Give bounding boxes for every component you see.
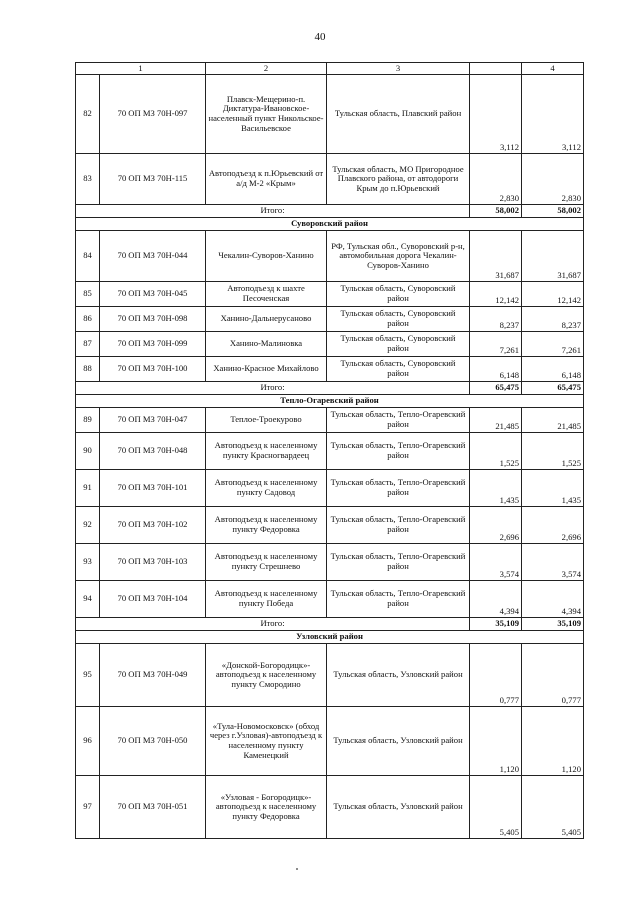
road-location: Тульская область, Тепло-Огаревский район: [327, 581, 470, 618]
road-name: Ханино-Красное Михайлово: [206, 357, 327, 382]
road-id: 70 ОП МЗ 70Н-101: [100, 470, 206, 507]
road-length-local: 21,485: [522, 408, 584, 433]
road-length-total: 2,696: [470, 507, 522, 544]
table-row: [76, 307, 584, 332]
table-row: [76, 707, 584, 776]
road-location: Тульская область, Тепло-Огаревский район: [327, 408, 470, 433]
road-length-total: 12,142: [470, 282, 522, 307]
road-length-local: 8,237: [522, 307, 584, 332]
road-length-total: 7,261: [470, 332, 522, 357]
district-title: Суворовский район: [76, 218, 584, 231]
road-name: Автоподъезд к населенному пункту Стрешнево: [206, 544, 327, 581]
road-length-total: 1,525: [470, 433, 522, 470]
table-row: [76, 282, 584, 307]
road-length-total: 8,237: [470, 307, 522, 332]
road-name: Ханино-Малиновка: [206, 332, 327, 357]
road-name: Ханино-Дальнерусаново: [206, 307, 327, 332]
road-length-total: 31,687: [470, 231, 522, 282]
road-length-total: 3,112: [470, 75, 522, 154]
road-length-local: 3,574: [522, 544, 584, 581]
road-name: Автоподъезд к населенному пункту Федоровка: [206, 507, 327, 544]
road-length-local: 1,120: [522, 707, 584, 776]
road-length-total: 5,405: [470, 776, 522, 839]
table-row: [76, 154, 584, 205]
road-length-local: 7,261: [522, 332, 584, 357]
row-number: 96: [76, 707, 100, 776]
row-number: 91: [76, 470, 100, 507]
road-length-total: 21,485: [470, 408, 522, 433]
page-number: 40: [314, 31, 326, 43]
district-header-row: [76, 218, 584, 231]
total-length: 65,475: [470, 382, 522, 395]
row-number: 85: [76, 282, 100, 307]
road-name: Плавск-Мещерино-п. Диктатура-Ивановское-населенный пункт Никольское-Васильевское: [206, 75, 327, 154]
column-header-4: 4: [522, 63, 584, 75]
table-row: [76, 357, 584, 382]
road-name: «Узловая - Богородицк»-автоподъезд к населенному пункту Федоровка: [206, 776, 327, 839]
road-id: 70 ОП МЗ 70Н-115: [100, 154, 206, 205]
row-number: 86: [76, 307, 100, 332]
road-name: Автоподъезд к населенному пункту Победа: [206, 581, 327, 618]
row-number: 90: [76, 433, 100, 470]
row-number: 88: [76, 357, 100, 382]
table-row: [76, 581, 584, 618]
road-length-local: 2,830: [522, 154, 584, 205]
road-location: Тульская область, Суворовский район: [327, 307, 470, 332]
road-length-local: 1,435: [522, 470, 584, 507]
road-location: Тульская область, Узловский район: [327, 776, 470, 839]
road-location: Тульская область, Узловский район: [327, 707, 470, 776]
road-id: 70 ОП МЗ 70Н-102: [100, 507, 206, 544]
road-length-total: 2,830: [470, 154, 522, 205]
road-id: 70 ОП МЗ 70Н-048: [100, 433, 206, 470]
total-length-local: 65,475: [522, 382, 584, 395]
road-name: Теплое-Троекурово: [206, 408, 327, 433]
row-number: 84: [76, 231, 100, 282]
total-row: [76, 205, 584, 218]
total-length-local: 35,109: [522, 618, 584, 631]
row-number: 82: [76, 75, 100, 154]
district-header-row: [76, 395, 584, 408]
road-name: Автоподъезд к населенному пункту Садовод: [206, 470, 327, 507]
district-header-row: [76, 631, 584, 644]
table-row: [76, 507, 584, 544]
row-number: 93: [76, 544, 100, 581]
table-row: [76, 776, 584, 839]
district-title: Тепло-Огаревский район: [76, 395, 584, 408]
column-header-3: 3: [327, 63, 470, 75]
road-name: «Донской-Богородицк»-автоподъезд к населенному пункту Смородино: [206, 644, 327, 707]
table-row: [76, 544, 584, 581]
column-header-1: 1: [76, 63, 206, 75]
road-id: 70 ОП МЗ 70Н-100: [100, 357, 206, 382]
road-location: Тульская область, Тепло-Огаревский район: [327, 507, 470, 544]
table-row: [76, 644, 584, 707]
road-length-total: 1,120: [470, 707, 522, 776]
road-length-local: 1,525: [522, 433, 584, 470]
district-title: Узловский район: [76, 631, 584, 644]
road-length-total: 1,435: [470, 470, 522, 507]
total-row: [76, 618, 584, 631]
road-name: Автоподъезд к населенному пункту Красногвардеец: [206, 433, 327, 470]
total-length: 58,002: [470, 205, 522, 218]
road-name: Автоподъезд к шахте Песоченская: [206, 282, 327, 307]
row-number: 83: [76, 154, 100, 205]
table-row: [76, 75, 584, 154]
scan-dot: [296, 868, 298, 870]
total-label: Итого:: [76, 618, 470, 631]
road-length-local: 4,394: [522, 581, 584, 618]
table-row: [76, 470, 584, 507]
total-label: Итого:: [76, 205, 470, 218]
row-number: 92: [76, 507, 100, 544]
road-id: 70 ОП МЗ 70Н-045: [100, 282, 206, 307]
row-number: 95: [76, 644, 100, 707]
column-header-2: 2: [206, 63, 327, 75]
road-length-local: 0,777: [522, 644, 584, 707]
road-location: РФ, Тульская обл., Суворовский р-н, автомобильная дорога Чекалин-Суворов-Ханино: [327, 231, 470, 282]
road-length-total: 6,148: [470, 357, 522, 382]
road-name: Автоподъезд к п.Юрьевский от а/д М-2 «Крым»: [206, 154, 327, 205]
column-header-blank: [470, 63, 522, 75]
road-length-total: 3,574: [470, 544, 522, 581]
road-location: Тульская область, Плавский район: [327, 75, 470, 154]
road-length-local: 5,405: [522, 776, 584, 839]
road-id: 70 ОП МЗ 70Н-051: [100, 776, 206, 839]
road-id: 70 ОП МЗ 70Н-049: [100, 644, 206, 707]
road-id: 70 ОП МЗ 70Н-098: [100, 307, 206, 332]
roads-registry-table: [75, 62, 584, 839]
road-length-local: 12,142: [522, 282, 584, 307]
table-row: [76, 408, 584, 433]
road-location: Тульская область, Суворовский район: [327, 357, 470, 382]
row-number: 87: [76, 332, 100, 357]
road-location: Тульская область, Тепло-Огаревский район: [327, 433, 470, 470]
table-row: [76, 332, 584, 357]
row-number: 89: [76, 408, 100, 433]
row-number: 94: [76, 581, 100, 618]
road-location: Тульская область, Суворовский район: [327, 282, 470, 307]
road-length-local: 6,148: [522, 357, 584, 382]
total-row: [76, 382, 584, 395]
road-location: Тульская область, Тепло-Огаревский район: [327, 544, 470, 581]
road-id: 70 ОП МЗ 70Н-044: [100, 231, 206, 282]
road-id: 70 ОП МЗ 70Н-099: [100, 332, 206, 357]
road-length-total: 4,394: [470, 581, 522, 618]
road-id: 70 ОП МЗ 70Н-050: [100, 707, 206, 776]
road-location: Тульская область, Узловский район: [327, 644, 470, 707]
road-length-local: 31,687: [522, 231, 584, 282]
road-length-local: 2,696: [522, 507, 584, 544]
road-location: Тульская область, Тепло-Огаревский район: [327, 470, 470, 507]
road-length-local: 3,112: [522, 75, 584, 154]
table-row: [76, 231, 584, 282]
road-id: 70 ОП МЗ 70Н-104: [100, 581, 206, 618]
road-name: «Тула-Новомосковск» (обход через г.Узловая)-автоподъезд к населенному пункту Каменецкий: [206, 707, 327, 776]
road-id: 70 ОП МЗ 70Н-097: [100, 75, 206, 154]
row-number: 97: [76, 776, 100, 839]
total-length-local: 58,002: [522, 205, 584, 218]
road-id: 70 ОП МЗ 70Н-103: [100, 544, 206, 581]
road-id: 70 ОП МЗ 70Н-047: [100, 408, 206, 433]
road-location: Тульская область, Суворовский район: [327, 332, 470, 357]
road-location: Тульская область, МО Пригородное Плавского района, от автодороги Крым до п.Юрьевский: [327, 154, 470, 205]
table-row: [76, 433, 584, 470]
road-name: Чекалин-Суворов-Ханино: [206, 231, 327, 282]
total-label: Итого:: [76, 382, 470, 395]
table-header: [76, 63, 584, 75]
table-body: [76, 75, 584, 839]
road-length-total: 0,777: [470, 644, 522, 707]
total-length: 35,109: [470, 618, 522, 631]
